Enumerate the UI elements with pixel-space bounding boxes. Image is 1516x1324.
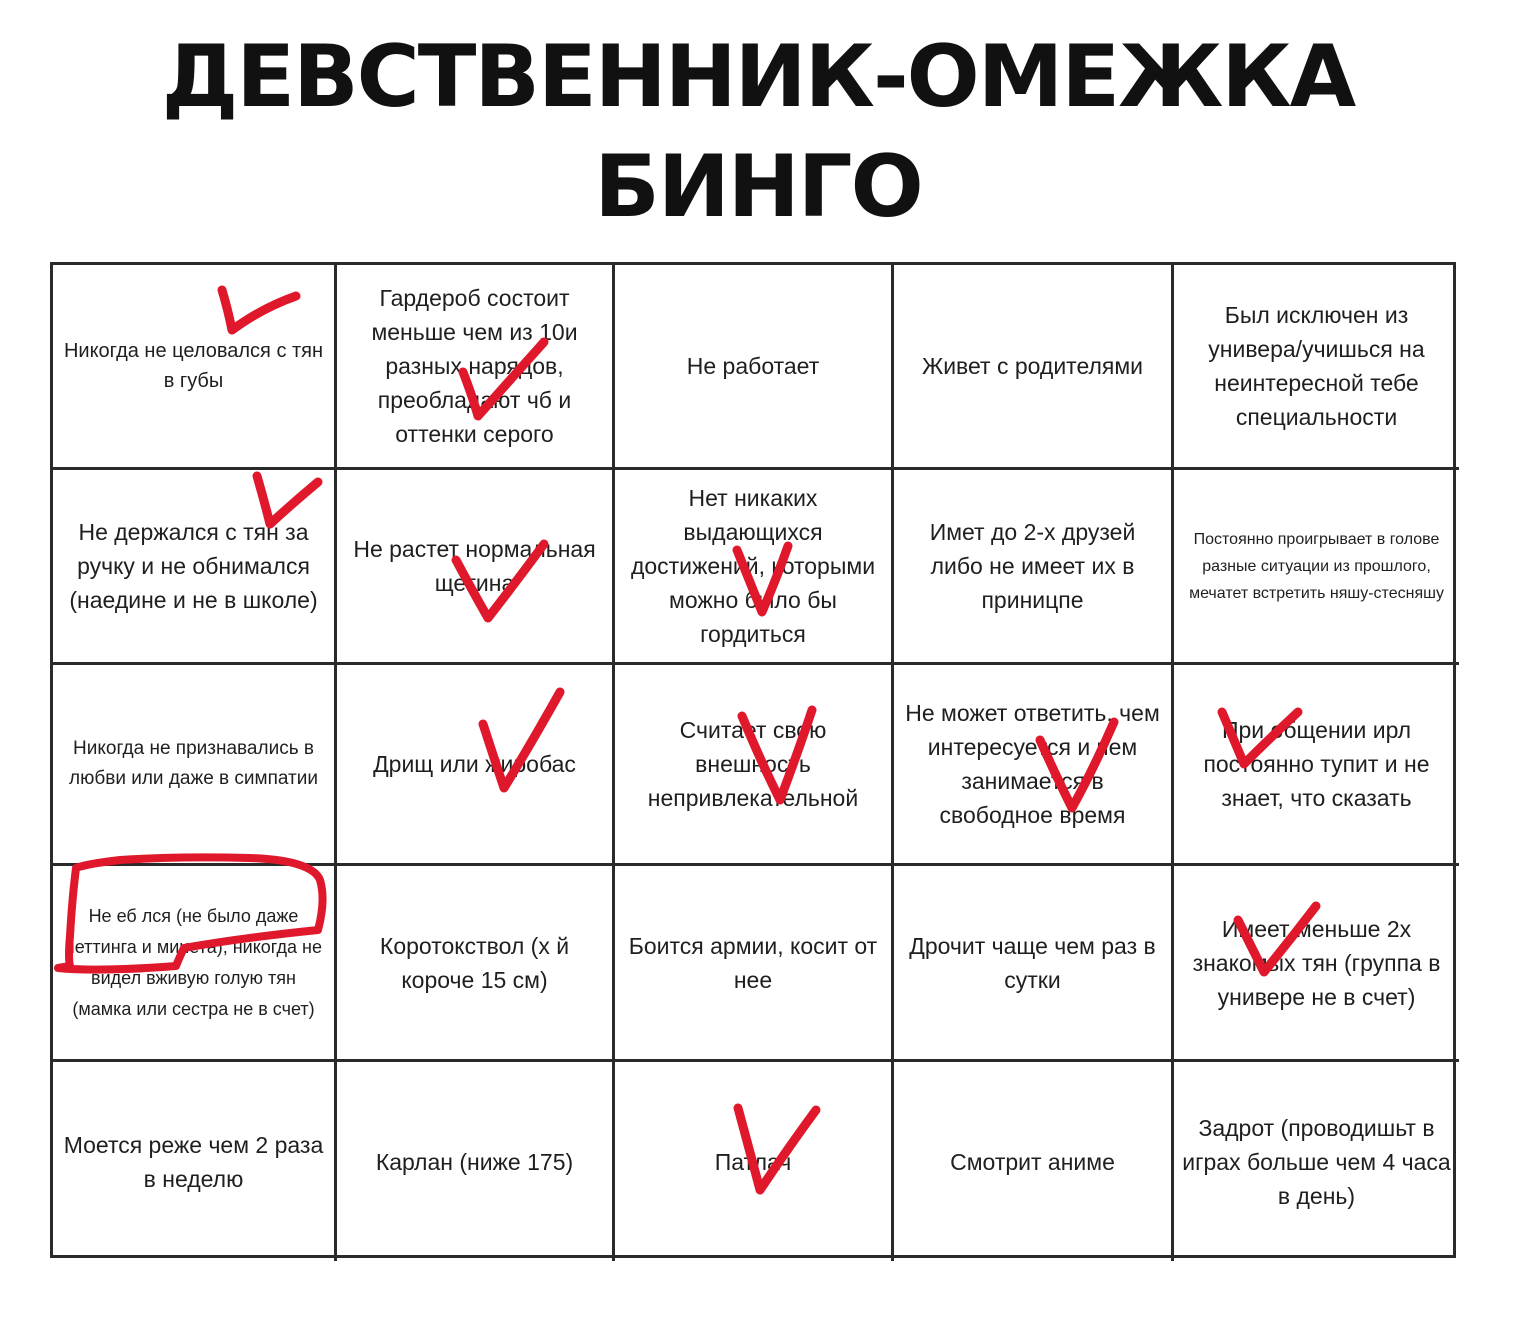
bingo-cell-3-5: При общении ирл постоянно тупит и не знает, что сказать bbox=[1174, 665, 1459, 866]
bingo-cell-1-2: Гардероб состоит меньше чем из 10и разных нарядов, преобладают чб и оттенки серого bbox=[337, 265, 615, 470]
bingo-cell-2-2: Не растет нормальная щетина bbox=[337, 470, 615, 665]
bingo-cell-5-1: Моется реже чем 2 раза в неделю bbox=[53, 1062, 337, 1261]
bingo-cell-1-3: Не работает bbox=[615, 265, 894, 470]
bingo-cell-1-4: Живет с родителями bbox=[894, 265, 1174, 470]
bingo-cell-5-2: Карлан (ниже 175) bbox=[337, 1062, 615, 1261]
bingo-cell-4-3: Боится армии, косит от нее bbox=[615, 866, 894, 1062]
bingo-cell-4-5: Имеет меньше 2х знакомых тян (группа в универе не в счет) bbox=[1174, 866, 1459, 1062]
bingo-cell-5-3: Патлач bbox=[615, 1062, 894, 1261]
bingo-cell-4-1: Не еб лся (не было даже петтинга и минета), никогда не видел вживую голую тян (мамка или сестра не в счет) bbox=[53, 866, 337, 1062]
bingo-cell-2-4: Имет до 2-х друзей либо не имеет их в приницпе bbox=[894, 470, 1174, 665]
bingo-board bbox=[50, 262, 1456, 1258]
bingo-cell-5-5: Задрот (проводишьт в играх больше чем 4 часа в день) bbox=[1182, 1114, 1451, 1209]
bingo-cell-2-5: Постоянно проигрывает в голове разные ситуации из прошлого, мечатет встретить няшу-стесняшу bbox=[1174, 470, 1459, 665]
bingo-cell-3-1: Никогда не признавались в любви или даже в симпатии bbox=[53, 665, 337, 866]
bingo-cell-3-4: Не может ответить, чем интересуется и чем занимается в свободное время bbox=[894, 665, 1174, 866]
bingo-cell-3-3: Считает свою внешность непривлекательной bbox=[615, 665, 894, 866]
bingo-cell-2-1: Не держался с тян за ручку и не обнимался (наедине и не в школе) bbox=[53, 470, 337, 665]
bingo-cell-5-4: Смотрит аниме bbox=[894, 1062, 1174, 1261]
page-title: ДЕВСТВЕННИК-ОМЕЖКА БИНГО bbox=[161, 27, 1355, 237]
bingo-cell-2-3: Нет никаких выдающихся достижений, которыми можно было бы гордиться bbox=[615, 470, 894, 665]
bingo-cell-3-2: Дрищ или жиробас bbox=[337, 665, 615, 866]
bingo-cell-4-2: Коротокствол (х й короче 15 см) bbox=[337, 866, 615, 1062]
bingo-cell-4-4: Дрочит чаще чем раз в сутки bbox=[894, 866, 1174, 1062]
bingo-cell-1-5: Был исключен из универа/учишься на неинтересной тебе специальности bbox=[1174, 265, 1459, 470]
bingo-cell-1-1: Никогда не целовался с тян в губы bbox=[53, 265, 337, 470]
